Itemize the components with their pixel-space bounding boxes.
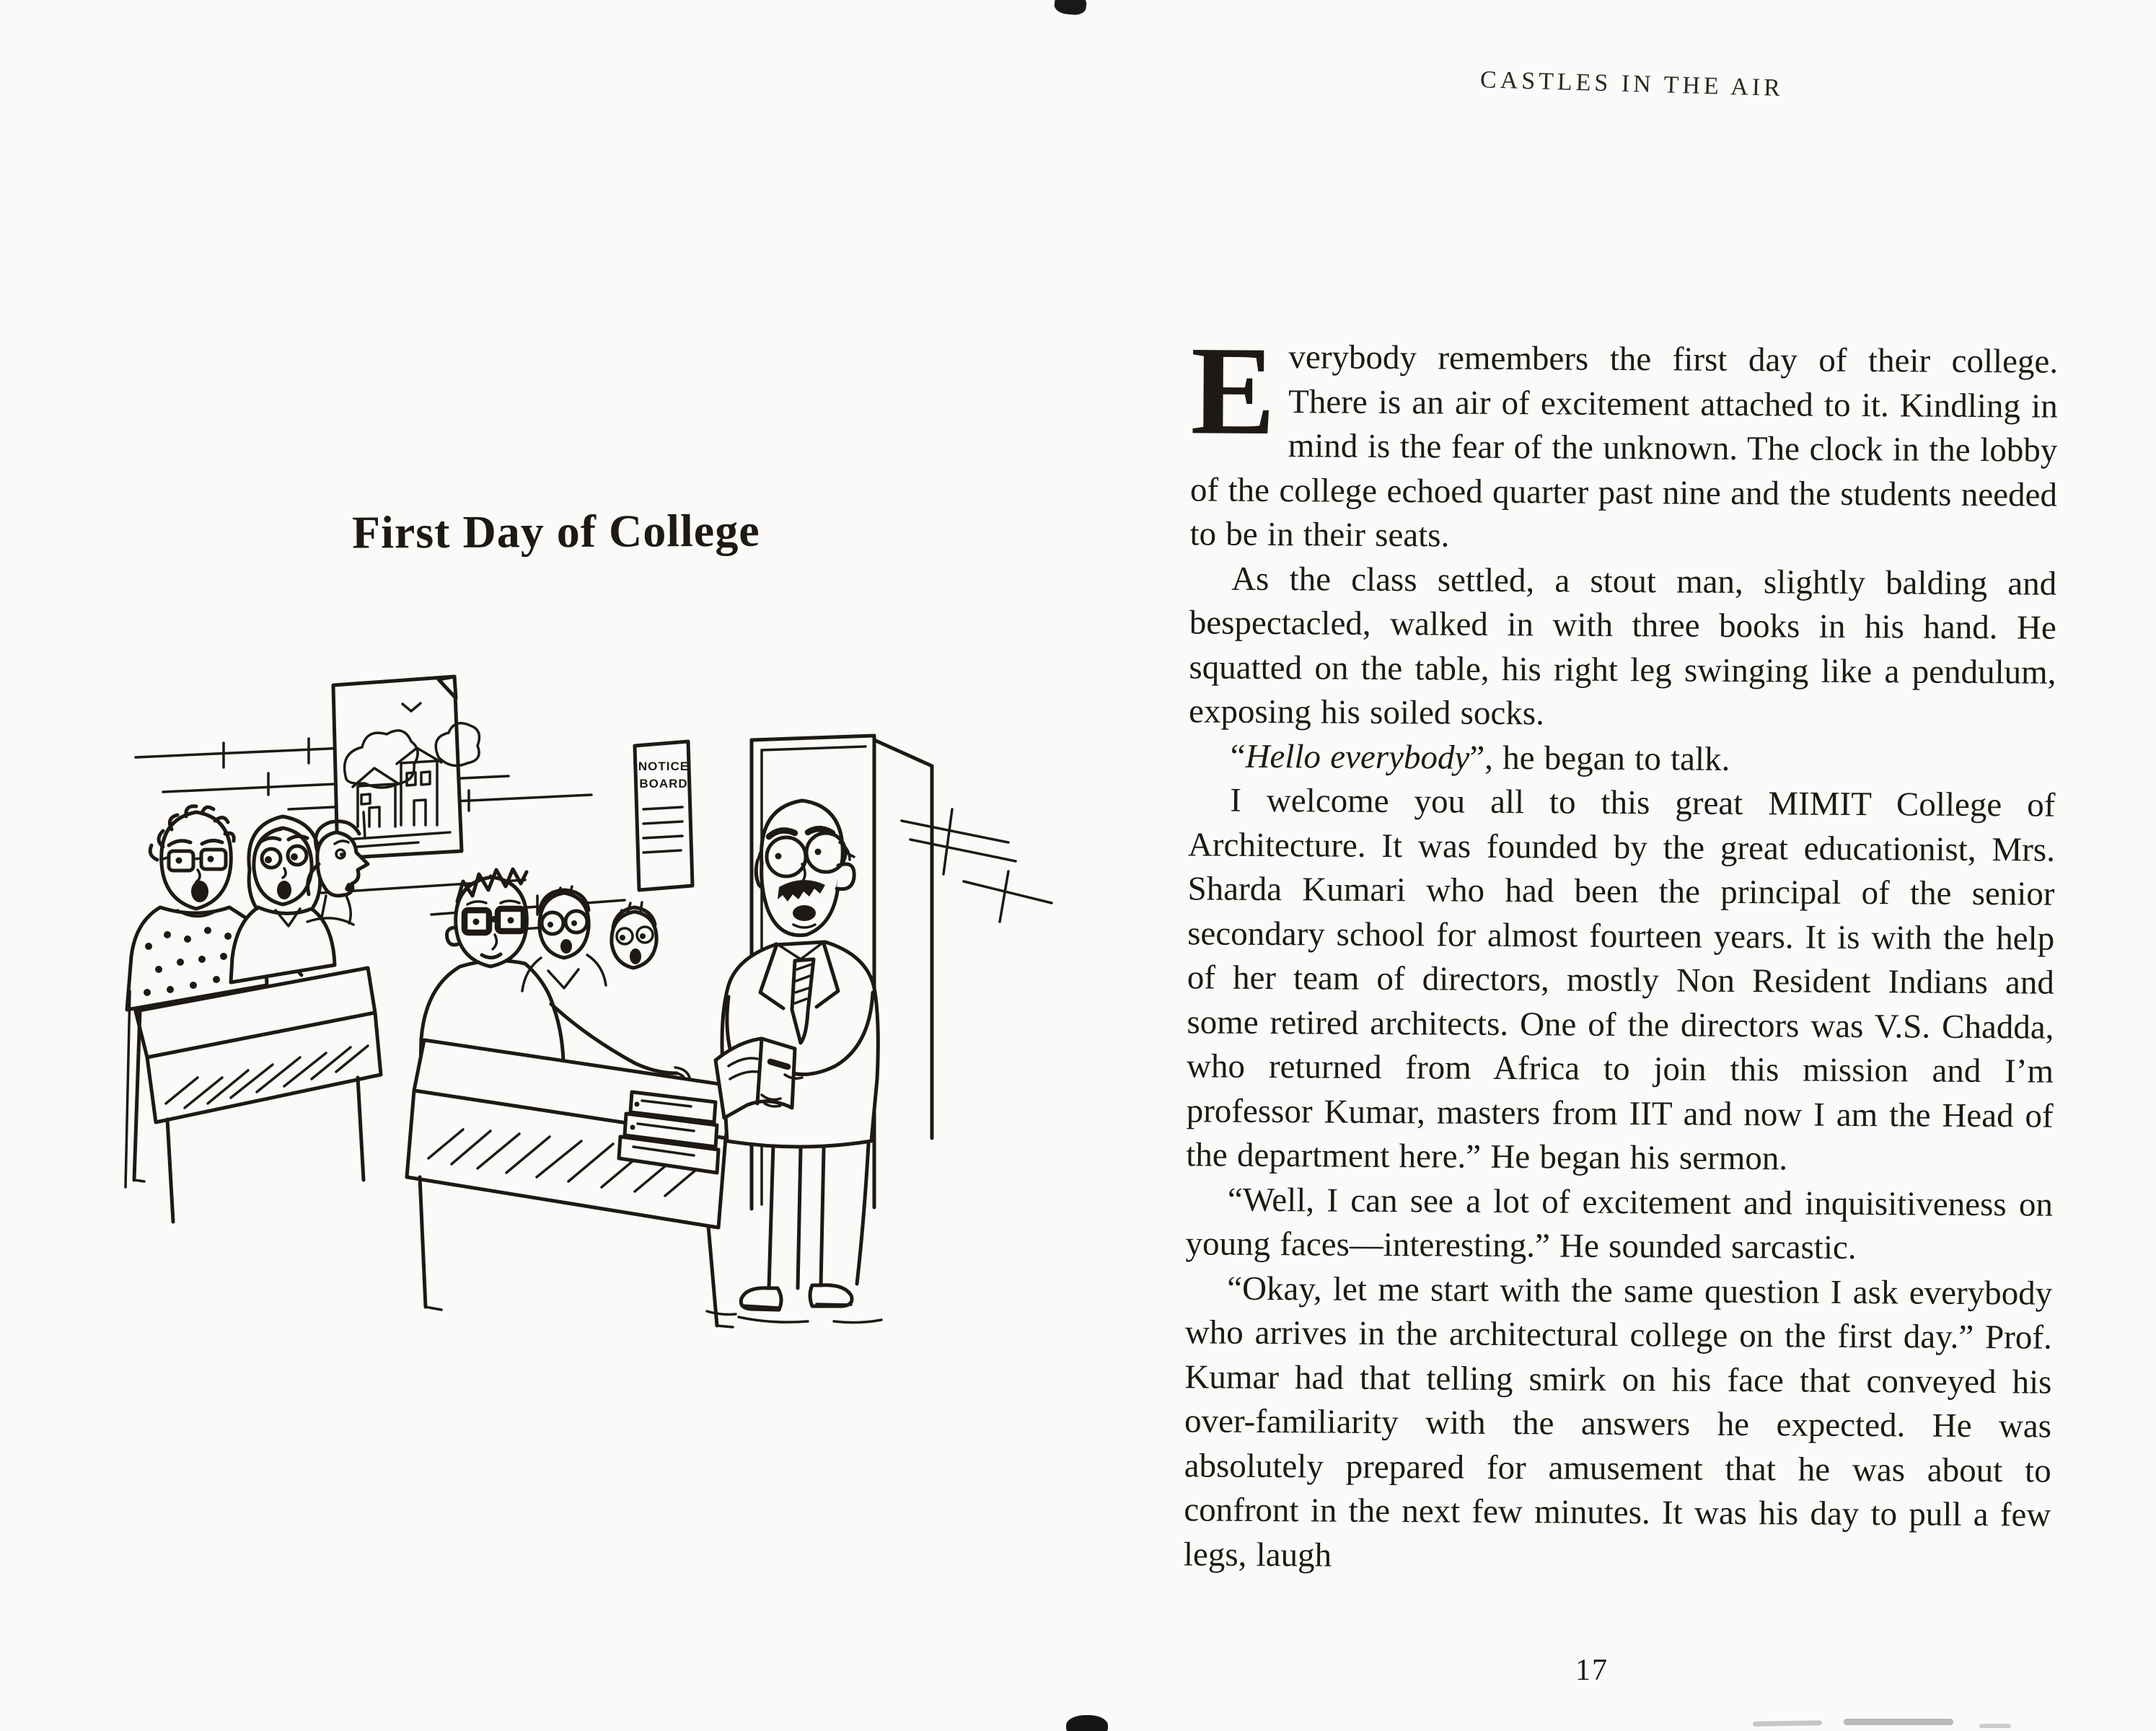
- framed-picture: [333, 677, 479, 858]
- student-big-eyes: [612, 902, 656, 968]
- scan-artifact-smudge: [1979, 1724, 2011, 1728]
- drop-cap: E: [1190, 320, 1276, 462]
- scan-artifact-gutter-bottom: [1066, 1715, 1108, 1731]
- notice-board-label: BOARD: [639, 777, 688, 790]
- paragraph: [1189, 320, 2059, 562]
- professor-figure: [707, 801, 881, 1323]
- notice-board-label: NOTICE: [638, 759, 690, 773]
- front-desk: [407, 1040, 734, 1327]
- text-run: As the class settled, a stout man, slightly balding and bespectacled, walked in with three books in his hand. He squatted on the table, his right leg swinging like a pendulum, exposing his soiled socks.: [1188, 560, 2057, 733]
- running-header: CASTLES IN THE AIR: [1479, 66, 1785, 102]
- text-run: “Well, I can see a lot of excitement and inquisitiveness on young faces—interesting.” He sounded sarcastic.: [1185, 1181, 2054, 1267]
- text-run: I welcome you all to this great MIMIT College of Architecture. It was founded by the great educationist, Mrs. Sharda Kumari who had been the principal of the senior secondary school for almost fourteen years. It is with the help of her team of directors, mostly Non Resident Indians and some retired architects. One of the directors was V.S. Chadda, who returned from Africa to join this mission and I’m professor Kumar, masters from IIT and now I am the Head of the department here.” He began his sermon.: [1186, 781, 2056, 1178]
- notice-board: [635, 741, 692, 890]
- scan-artifact-gutter-top: [1054, 0, 1088, 16]
- text-run: verybody remembers the first day of their college. There is an air of excitement attached to it. Kindling in mind is the fear of the unknown. The clock in the lobby of the college echoed quarter past nine and the students needed to be in their seats.: [1189, 338, 2059, 555]
- text-run: ”, he began to talk.: [1469, 739, 1730, 778]
- body-text: [1183, 320, 2059, 1582]
- text-run: “: [1230, 737, 1246, 775]
- paragraph: [1186, 778, 2055, 1183]
- back-desk: [126, 968, 381, 1222]
- paragraph: [1185, 1178, 2053, 1272]
- student-shocked-woman: [231, 816, 335, 982]
- classroom-illustration: [115, 671, 1053, 1356]
- scan-artifact-smudge: [1844, 1719, 1953, 1725]
- scan-artifact-smudge: [1753, 1720, 1822, 1727]
- text-run: “Okay, let me start with the same question I ask everybody who arrives in the architectural college on the first day.” Prof. Kumar had that telling smirk on his face that conveyed his over-familiarity with the answers he expected. He was absolutely prepared for amusement that he was about to confront in the next few minutes. It was his day to pull a few legs, laugh: [1183, 1269, 2053, 1574]
- paragraph: [1189, 734, 2056, 784]
- book-stack: [619, 1092, 718, 1173]
- paragraph: [1189, 557, 2056, 739]
- chapter-title: First Day of College: [351, 504, 760, 558]
- paragraph: [1184, 1267, 2053, 1582]
- italic-run: Hello everybody: [1245, 737, 1470, 777]
- page-number: 17: [1575, 1654, 1609, 1687]
